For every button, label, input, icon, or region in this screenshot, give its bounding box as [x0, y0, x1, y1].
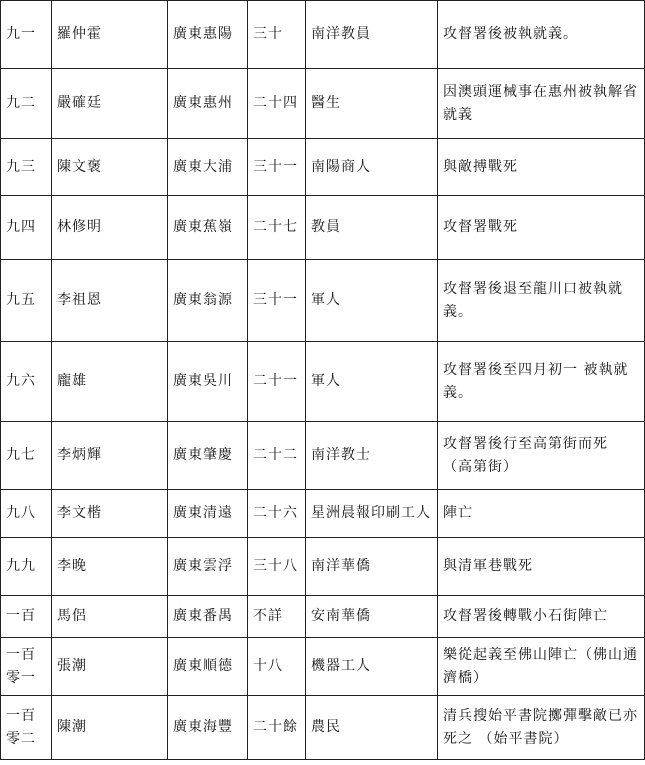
origin-cell: 廣東海豐: [168, 696, 248, 760]
fate-cell: 攻督署戰死: [438, 196, 645, 260]
fate-cell: 攻督署後被執就義。: [438, 1, 645, 69]
fate-cell: 攻督署後行至高第街而死 （高第街）: [438, 422, 645, 490]
origin-cell: 廣東惠州: [168, 69, 248, 139]
table-row: [1, 596, 645, 638]
occupation-cell: 醫生: [306, 69, 438, 139]
table-row: [1, 1, 645, 69]
row-number: 一百零一: [1, 638, 52, 696]
row-number: 九二: [1, 69, 52, 139]
name-cell: 羅仲霍: [52, 1, 168, 69]
age-cell: 十八: [248, 638, 306, 696]
fate-cell: 樂從起義至佛山陣亡（佛山通濟橋）: [438, 638, 645, 696]
fate-cell: 清兵搜始平書院擲彈擊敵已亦死之 （始平書院）: [438, 696, 645, 760]
table-row: [1, 139, 645, 196]
fate-cell: 與敵搏戰死: [438, 139, 645, 196]
table-row: [1, 196, 645, 260]
occupation-cell: 南洋教士: [306, 422, 438, 490]
age-cell: 二十二: [248, 422, 306, 490]
origin-cell: 廣東惠陽: [168, 1, 248, 69]
name-cell: 李祖恩: [52, 260, 168, 342]
origin-cell: 廣東蕉嶺: [168, 196, 248, 260]
fate-cell: 攻督署後至四月初一 被執就義。: [438, 342, 645, 422]
origin-cell: 廣東番禺: [168, 596, 248, 638]
row-number: 一百: [1, 596, 52, 638]
table-row: [1, 696, 645, 760]
origin-cell: 廣東清遠: [168, 490, 248, 538]
table-row: [1, 490, 645, 538]
occupation-cell: 軍人: [306, 342, 438, 422]
fate-cell: 攻督署後退至龍川口被執就義。: [438, 260, 645, 342]
occupation-cell: 教員: [306, 196, 438, 260]
occupation-cell: 南洋華僑: [306, 538, 438, 596]
occupation-cell: 機器工人: [306, 638, 438, 696]
name-cell: 陳潮: [52, 696, 168, 760]
age-cell: 三十: [248, 1, 306, 69]
origin-cell: 廣東翁源: [168, 260, 248, 342]
row-number: 一百零二: [1, 696, 52, 760]
age-cell: 二十四: [248, 69, 306, 139]
row-number: 九八: [1, 490, 52, 538]
age-cell: 二十七: [248, 196, 306, 260]
row-number: 九四: [1, 196, 52, 260]
row-number: 九六: [1, 342, 52, 422]
occupation-cell: 南洋教員: [306, 1, 438, 69]
row-number: 九九: [1, 538, 52, 596]
age-cell: 三十一: [248, 139, 306, 196]
fate-cell: 陣亡: [438, 490, 645, 538]
table-row: [1, 342, 645, 422]
occupation-cell: 安南華僑: [306, 596, 438, 638]
age-cell: 三十八: [248, 538, 306, 596]
table-row: [1, 260, 645, 342]
table-body: [1, 1, 645, 760]
age-cell: 二十六: [248, 490, 306, 538]
fate-cell: 與清軍巷戰死: [438, 538, 645, 596]
row-number: 九一: [1, 1, 52, 69]
name-cell: 馬侶: [52, 596, 168, 638]
name-cell: 龐雄: [52, 342, 168, 422]
row-number: 九三: [1, 139, 52, 196]
name-cell: 張潮: [52, 638, 168, 696]
name-cell: 嚴確廷: [52, 69, 168, 139]
row-number: 九七: [1, 422, 52, 490]
table-row: [1, 69, 645, 139]
origin-cell: 廣東大浦: [168, 139, 248, 196]
occupation-cell: 星洲晨報印刷工人: [306, 490, 438, 538]
occupation-cell: 南陽商人: [306, 139, 438, 196]
age-cell: 三十一: [248, 260, 306, 342]
table-row: [1, 422, 645, 490]
occupation-cell: 軍人: [306, 260, 438, 342]
name-cell: 李晚: [52, 538, 168, 596]
name-cell: 陳文褒: [52, 139, 168, 196]
row-number: 九五: [1, 260, 52, 342]
origin-cell: 廣東吳川: [168, 342, 248, 422]
table-row: [1, 538, 645, 596]
age-cell: 不詳: [248, 596, 306, 638]
fate-cell: 攻督署後轉戰小石街陣亡: [438, 596, 645, 638]
origin-cell: 廣東順德: [168, 638, 248, 696]
origin-cell: 廣東雲浮: [168, 538, 248, 596]
origin-cell: 廣東肇慶: [168, 422, 248, 490]
age-cell: 二十一: [248, 342, 306, 422]
age-cell: 二十餘: [248, 696, 306, 760]
name-cell: 李炳輝: [52, 422, 168, 490]
table-row: [1, 638, 645, 696]
name-cell: 林修明: [52, 196, 168, 260]
name-cell: 李文楷: [52, 490, 168, 538]
occupation-cell: 農民: [306, 696, 438, 760]
fate-cell: 因澳頭運械事在惠州被執解省就義: [438, 69, 645, 139]
